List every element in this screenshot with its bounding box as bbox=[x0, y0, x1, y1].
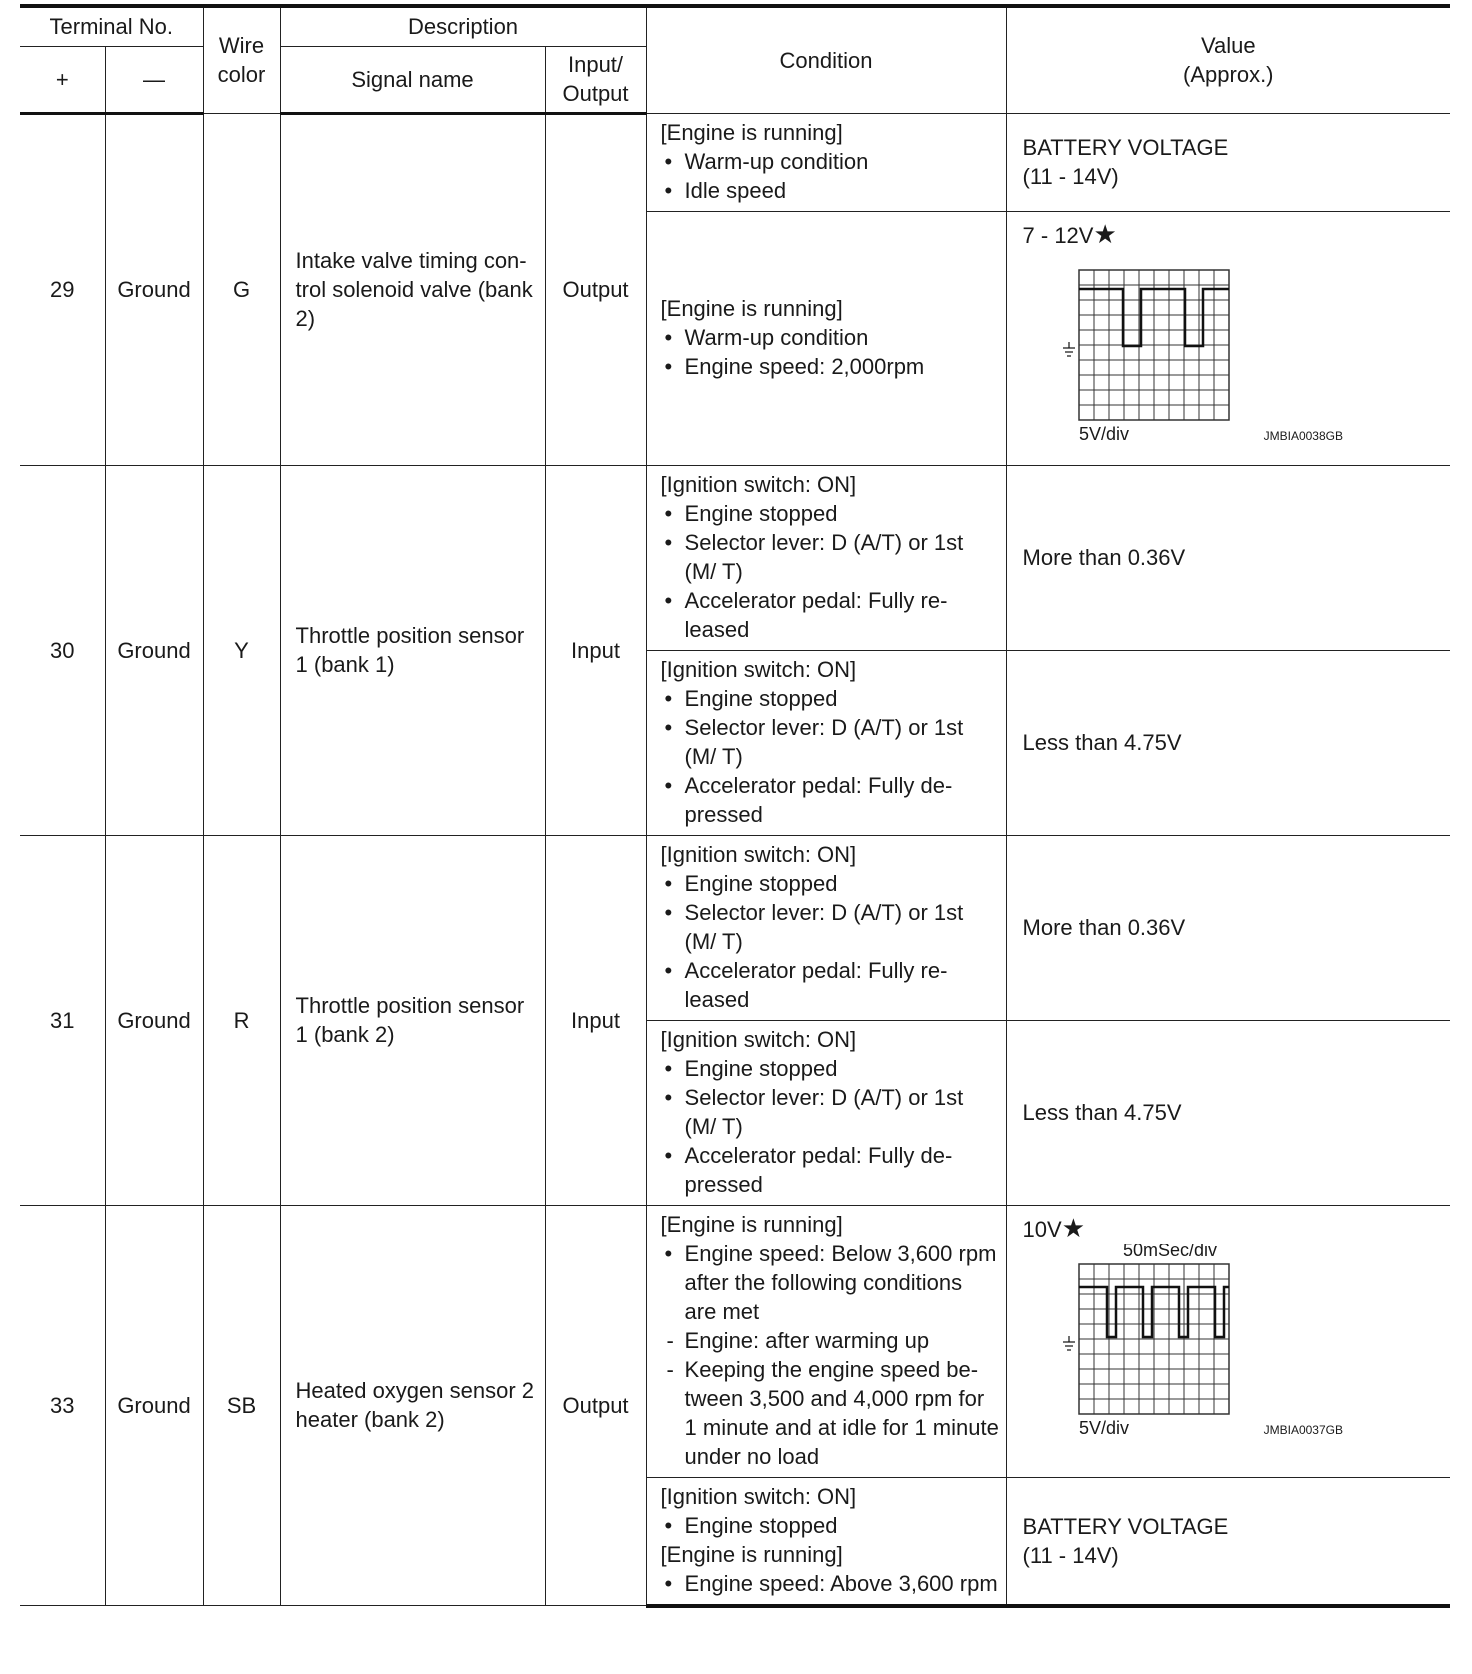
condition-heading: [Engine is running] bbox=[660, 295, 843, 321]
terminal-number: 33 bbox=[20, 1205, 105, 1606]
header-terminal-no: Terminal No. bbox=[20, 6, 203, 46]
condition-bullet: • Engine speed: Above 3,600 rpm bbox=[661, 1569, 1000, 1598]
terminal-number: 30 bbox=[20, 465, 105, 835]
header-input-output: Input/ Output bbox=[545, 46, 646, 113]
condition-heading: [Ignition switch: ON] bbox=[660, 841, 857, 867]
condition-bullet: • Engine stopped bbox=[661, 869, 1000, 898]
terminal-number: 31 bbox=[20, 835, 105, 1205]
value-text: 7 - 12V★ bbox=[1022, 218, 1117, 249]
waveform-scale: 5V/div bbox=[1078, 1417, 1129, 1438]
signal-name: Heated oxygen sensor 2 heater (bank 2) bbox=[280, 1205, 545, 1606]
value-cell: BATTERY VOLTAGE (11 - 14V) bbox=[1006, 1477, 1450, 1606]
figure-code: JMBIA0038GB bbox=[1263, 428, 1343, 443]
condition-cell bbox=[646, 1205, 1006, 1477]
condition-bullet: • Accelerator pedal: Fully de-pressed bbox=[661, 1141, 1000, 1199]
ground-terminal: Ground bbox=[105, 113, 203, 465]
ground-terminal: Ground bbox=[105, 835, 203, 1205]
header-description: Description bbox=[280, 6, 646, 46]
value-text: 10V★ bbox=[1022, 1212, 1085, 1243]
value-cell: Less than 4.75V bbox=[1006, 1020, 1450, 1205]
signal-name: Intake valve timing con-trol solenoid valve (bank 2) bbox=[280, 113, 545, 465]
header-wire-color: Wire color bbox=[203, 6, 280, 113]
condition-bullet: • Accelerator pedal: Fully re-leased bbox=[661, 586, 1000, 644]
star-icon: ★ bbox=[1061, 1212, 1085, 1243]
condition-bullet: • Engine stopped bbox=[661, 684, 1000, 713]
condition-cell bbox=[646, 1477, 1006, 1606]
table-row bbox=[20, 465, 1450, 650]
value-cell: More than 0.36V bbox=[1006, 835, 1450, 1020]
wire-color: G bbox=[203, 113, 280, 465]
condition-cell bbox=[646, 835, 1006, 1020]
table-row bbox=[20, 113, 1450, 211]
condition-sub-item: - Engine: after warming up bbox=[661, 1326, 1000, 1355]
wire-color: SB bbox=[203, 1205, 280, 1606]
condition-bullet: • Warm-up condition bbox=[661, 323, 1000, 352]
wire-color: Y bbox=[203, 465, 280, 835]
condition-cell bbox=[646, 650, 1006, 835]
condition-bullet: • Selector lever: D (A/T) or 1st (M/ T) bbox=[661, 528, 1000, 586]
table-row bbox=[20, 835, 1450, 1020]
ground-terminal: Ground bbox=[105, 1205, 203, 1606]
input-output: Input bbox=[545, 835, 646, 1205]
condition-sub-item: - Keeping the engine speed be-tween 3,500 and 4,000 rpm for 1 minute and at idle for 1 minute under no load bbox=[661, 1355, 1000, 1471]
figure-code: JMBIA0037GB bbox=[1263, 1422, 1343, 1437]
header-signal-name: Signal name bbox=[280, 46, 545, 113]
condition-heading: [Engine is running] bbox=[660, 1541, 843, 1567]
ecm-terminal-table-page bbox=[20, 4, 1450, 1608]
condition-bullet: • Idle speed bbox=[661, 176, 1000, 205]
condition-heading: [Ignition switch: ON] bbox=[660, 1026, 857, 1052]
header-value: Value (Approx.) bbox=[1006, 6, 1450, 113]
condition-heading: [Engine is running] bbox=[660, 1211, 843, 1237]
condition-cell bbox=[646, 465, 1006, 650]
condition-bullet: • Engine stopped bbox=[661, 1054, 1000, 1083]
signal-name: Throttle position sensor 1 (bank 1) bbox=[280, 465, 545, 835]
condition-bullet: • Selector lever: D (A/T) or 1st (M/ T) bbox=[661, 1083, 1000, 1141]
value-cell bbox=[1006, 1205, 1450, 1477]
condition-bullet: • Accelerator pedal: Fully de-pressed bbox=[661, 771, 1000, 829]
condition-heading: [Ignition switch: ON] bbox=[660, 1483, 857, 1509]
waveform-scale: 5V/div bbox=[1078, 423, 1129, 444]
condition-bullet: • Selector lever: D (A/T) or 1st (M/ T) bbox=[661, 898, 1000, 956]
condition-cell bbox=[646, 211, 1006, 465]
condition-bullet: • Engine stopped bbox=[661, 1511, 1000, 1540]
condition-cell bbox=[646, 113, 1006, 211]
header-minus: — bbox=[105, 46, 203, 113]
waveform-graph bbox=[1023, 250, 1443, 450]
oscilloscope-waveform bbox=[1023, 1244, 1441, 1444]
ground-terminal: Ground bbox=[105, 465, 203, 835]
condition-bullet: • Engine stopped bbox=[661, 499, 1000, 528]
terminal-number: 29 bbox=[20, 113, 105, 465]
waveform-time-scale: 50mSec/div bbox=[1122, 1243, 1217, 1260]
condition-heading: [Engine is running] bbox=[660, 119, 843, 145]
value-cell: More than 0.36V bbox=[1006, 465, 1450, 650]
condition-bullet: • Accelerator pedal: Fully re-leased bbox=[661, 956, 1000, 1014]
condition-heading: [Ignition switch: ON] bbox=[660, 471, 857, 497]
condition-cell bbox=[646, 1020, 1006, 1205]
input-output: Input bbox=[545, 465, 646, 835]
wire-color: R bbox=[203, 835, 280, 1205]
condition-bullet: • Engine speed: Below 3,600 rpm after the following conditions are met bbox=[661, 1239, 1000, 1326]
waveform-graph bbox=[1023, 1244, 1443, 1444]
condition-bullet: • Warm-up condition bbox=[661, 147, 1000, 176]
header-condition: Condition bbox=[646, 6, 1006, 113]
table-row bbox=[20, 1205, 1450, 1477]
value-cell bbox=[1006, 211, 1450, 465]
input-output: Output bbox=[545, 1205, 646, 1606]
signal-name: Throttle position sensor 1 (bank 2) bbox=[280, 835, 545, 1205]
header-plus: + bbox=[20, 46, 105, 113]
condition-heading: [Ignition switch: ON] bbox=[660, 656, 857, 682]
value-cell: BATTERY VOLTAGE (11 - 14V) bbox=[1006, 113, 1450, 211]
oscilloscope-waveform bbox=[1023, 250, 1441, 450]
condition-bullet: • Selector lever: D (A/T) or 1st (M/ T) bbox=[661, 713, 1000, 771]
condition-bullet: • Engine speed: 2,000rpm bbox=[661, 352, 1000, 381]
input-output: Output bbox=[545, 113, 646, 465]
ecm-terminal-table bbox=[20, 4, 1450, 1608]
value-cell: Less than 4.75V bbox=[1006, 650, 1450, 835]
star-icon: ★ bbox=[1093, 218, 1117, 249]
